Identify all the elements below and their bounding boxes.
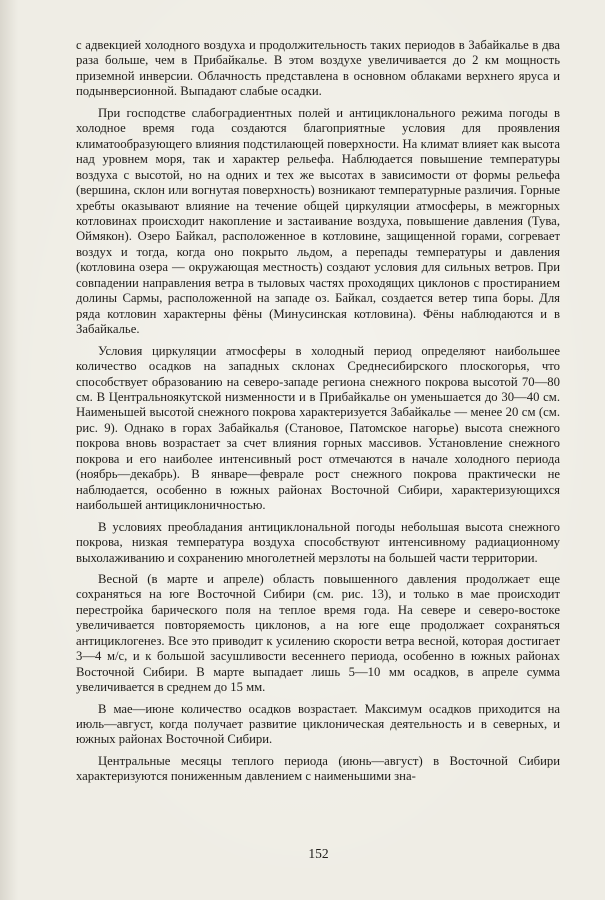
page-number: 152 [308,846,329,861]
paragraph-3: Условия циркуляции атмосферы в холодный период определяют наибольшее количество осадков на западных склонах Среднесибирского плоскогорья, что способствует образованию на северо-западе региона снежного покрова высотой 70—80 см. В Центральноякутской низменности и в Прибайкалье он уменьшается до 30—40 см. Наименьшей высотой снежного покрова характеризуется Забайкалье — менее 20 см (см. рис. 9). Однако в горах Забайкалья (Становое, Патомское нагорье) высота снежного покрова вновь возрастает за счет влияния горных массивов. Установление снежного покрова и его наиболее интенсивный рост отмечаются в начале холодного периода (ноябрь—декабрь). В январе—феврале рост снежного покрова практически не наблюдается, особенно в южных районах Восточной Сибири, характеризующихся наибольшей антициклоничностью. [76,343,560,513]
paragraph-4: В условиях преобладания антициклональной погоды небольшая высота снежного покрова, низкая температура воздуха способствуют интенсивному радиационному выхолаживанию и сохранению многолетней мерзлоты на большей части территории. [76,519,560,565]
paragraph-7: Центральные месяцы теплого периода (июнь—август) в Восточной Сибири характеризуются пониженным давлением с наименьшими зна- [76,753,560,784]
paragraph-6: В мае—июне количество осадков возрастает. Максимум осадков приходится на июль—август, когда получает развитие циклоническая деятельность и в северных, и южных районах Восточной Сибири. [76,701,560,747]
body-text [76,38,560,785]
paragraph-2: При господстве слабоградиентных полей и антициклонального режима погоды в холодное время года создаются благоприятные условия для проявления климатообразующего влияния подстилающей поверхности. На климат влияет как высота над уровнем моря, так и характер рельефа. Наблюдается повышение температуры воздуха с высотой, но на одних и тех же высотах в зависимости от формы рельефа (вершина, склон или вогнутая поверхность) возникают температурные различия. Горные хребты оказывают влияние на течение общей циркуляции атмосферы, в межгорных котловинах происходит накопление и застаивание воздуха, повышение давления (Тува, Оймякон). Озеро Байкал, расположенное в котловине, защищенной горами, согревает воздух и тогда, когда оно покрыто льдом, а перепады температуры и давления (котловина озера — окружающая местность) создают условия для сильных ветров. При совпадении направления ветра в тыловых частях проходящих циклонов с простиранием долины Сармы, расположенной на западе оз. Байкал, создается ветер типа боры. Для ряда котловин характерны фёны (Минусинская котловина). Фёны наблюдаются и в Забайкалье. [76,105,560,337]
page-edge-shadow [0,0,18,900]
paragraph-5: Весной (в марте и апреле) область повышенного давления продолжает еще сохраняться на юге Восточной Сибири (см. рис. 13), и только в мае происходит перестройка барического поля на теплое время года. На севере и северо-востоке увеличивается повторяемость циклонов, а на юге еще продолжает сохраняться антициклогенез. Все это приводит к усилению скорости ветра весной, которая достигает 3—4 м/с, и к большой засушливости весеннего периода, особенно в южных районах Восточной Сибири. В марте выпадает лишь 5—10 мм осадков, в апреле сумма увеличивается в среднем до 15 мм. [76,571,560,695]
paragraph-1: с адвекцией холодного воздуха и продолжительность таких периодов в Забайкалье в два раза больше, чем в Прибайкалье. В этом воздухе увеличивается до 2 км мощность приземной инверсии. Облачность представлена в основном облаками верхнего яруса и подынверсионной. Выпадают слабые осадки. [76,38,560,99]
